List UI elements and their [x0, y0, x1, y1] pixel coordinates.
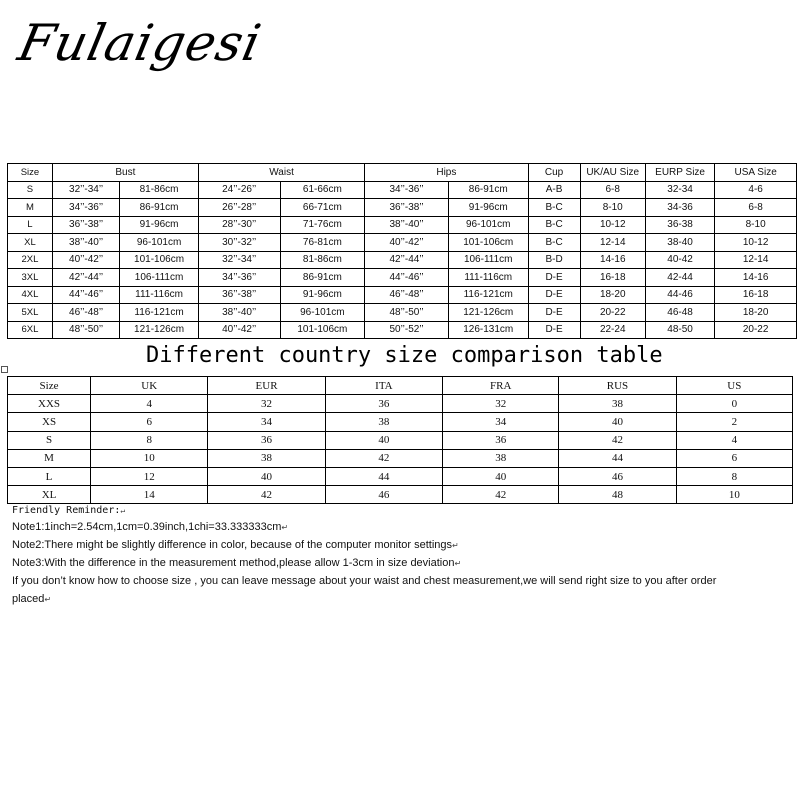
size-chart-cell: 101-106cm: [280, 321, 365, 339]
comparison-cell: 0: [676, 395, 792, 413]
size-chart-cell: M: [8, 199, 53, 217]
size-chart-cell: 42’’-44’’: [52, 269, 119, 287]
size-chart-cell: 18-20: [580, 286, 645, 304]
size-chart-cell: 36-38: [645, 216, 714, 234]
size-chart-cell: 3XL: [8, 269, 53, 287]
size-chart-cell: 14-16: [715, 269, 797, 287]
size-chart-cell: 121-126cm: [120, 321, 199, 339]
comparison-header-cell: Size: [8, 377, 91, 395]
size-chart-cell: 10-12: [715, 234, 797, 252]
size-chart-cell: 38-40: [645, 234, 714, 252]
size-chart-cell: 44’’-46’’: [365, 269, 449, 287]
comparison-row: [8, 431, 793, 449]
size-chart-cell: 96-101cm: [280, 304, 365, 322]
size-chart-cell: 32-34: [645, 181, 714, 199]
size-chart-cell: 81-86cm: [120, 181, 199, 199]
comparison-header: [8, 377, 793, 395]
size-chart-cell: 48’’-50’’: [52, 321, 119, 339]
size-chart-row: [8, 181, 797, 199]
header-usa-size: USA Size: [715, 164, 797, 182]
note-2: Note2:There might be slightly difference in color, because of the computer monitor settings↵: [12, 539, 459, 551]
size-chart-cell: 116-121cm: [120, 304, 199, 322]
size-chart-cell: 14-16: [580, 251, 645, 269]
size-chart-header: [8, 164, 797, 182]
size-chart-cell: 126-131cm: [448, 321, 528, 339]
size-chart-body: [8, 164, 797, 339]
size-chart-cell: 20-22: [715, 321, 797, 339]
size-chart-cell: 66-71cm: [280, 199, 365, 217]
comparison-cell: 36: [443, 431, 559, 449]
comparison-cell: XL: [8, 486, 91, 504]
comparison-row: [8, 486, 793, 504]
size-chart-cell: 40’’-42’’: [52, 251, 119, 269]
size-chart-cell: 38’’-40’’: [52, 234, 119, 252]
comparison-cell: 14: [91, 486, 208, 504]
size-chart-row: [8, 251, 797, 269]
size-chart-cell: 81-86cm: [280, 251, 365, 269]
size-chart-cell: 16-18: [580, 269, 645, 287]
size-chart-cell: 36’’-38’’: [198, 286, 280, 304]
size-chart-cell: 48’’-50’’: [365, 304, 449, 322]
comparison-header-cell: RUS: [559, 377, 676, 395]
size-chart-cell: 40-42: [645, 251, 714, 269]
size-chart-cell: 34’’-36’’: [198, 269, 280, 287]
size-chart-cell: D-E: [528, 304, 580, 322]
size-chart-cell: 38’’-40’’: [365, 216, 449, 234]
size-chart-cell: 86-91cm: [280, 269, 365, 287]
comparison-cell: 42: [559, 431, 676, 449]
size-chart-cell: 44-46: [645, 286, 714, 304]
size-chart-cell: 121-126cm: [448, 304, 528, 322]
size-chart-cell: 101-106cm: [448, 234, 528, 252]
comparison-cell: 38: [559, 395, 676, 413]
comparison-cell: 42: [208, 486, 325, 504]
comparison-cell: 42: [325, 449, 442, 467]
size-chart-cell: 34-36: [645, 199, 714, 217]
size-chart-row: [8, 286, 797, 304]
comparison-cell: 32: [208, 395, 325, 413]
size-chart-row: [8, 234, 797, 252]
brand-logo: Fulaigesi: [13, 14, 267, 72]
size-chart-cell: 22-24: [580, 321, 645, 339]
header-hips: Hips: [365, 164, 528, 182]
size-chart-cell: L: [8, 216, 53, 234]
size-chart-row: [8, 269, 797, 287]
comparison-cell: 38: [208, 449, 325, 467]
size-chart-cell: 106-111cm: [448, 251, 528, 269]
size-chart-cell: B-C: [528, 234, 580, 252]
size-chart-cell: 106-111cm: [120, 269, 199, 287]
note-4: If you don’t know how to choose size , you can leave message about your waist and chest measurement,we will send right size to you after order: [12, 575, 717, 587]
comparison-cell: 44: [559, 449, 676, 467]
size-chart-cell: 12-14: [580, 234, 645, 252]
header-bust: Bust: [52, 164, 198, 182]
size-chart-cell: 96-101cm: [120, 234, 199, 252]
size-chart-cell: S: [8, 181, 53, 199]
header-eurp-size: EURP Size: [645, 164, 714, 182]
size-chart-row: [8, 216, 797, 234]
comparison-cell: 44: [325, 467, 442, 485]
size-chart-cell: D-E: [528, 269, 580, 287]
comparison-cell: 48: [559, 486, 676, 504]
size-chart-cell: 42-44: [645, 269, 714, 287]
note-1: Note1:1inch=2.54cm,1cm=0.39inch,1chi=33.333333cm↵: [12, 521, 289, 533]
comparison-header-cell: EUR: [208, 377, 325, 395]
size-chart-cell: 101-106cm: [120, 251, 199, 269]
size-chart-cell: 16-18: [715, 286, 797, 304]
header-cup: Cup: [528, 164, 580, 182]
size-chart-cell: B-D: [528, 251, 580, 269]
comparison-title: Different country size comparison table: [146, 343, 663, 368]
comparison-header-cell: FRA: [443, 377, 559, 395]
comparison-cell: 12: [91, 467, 208, 485]
comparison-cell: 4: [91, 395, 208, 413]
note-3: Note3:With the difference in the measurement method,please allow 1-3cm in size deviation↵: [12, 557, 462, 569]
size-chart-cell: 91-96cm: [280, 286, 365, 304]
size-chart-cell: B-C: [528, 216, 580, 234]
size-chart-row: [8, 321, 797, 339]
size-chart-cell: 76-81cm: [280, 234, 365, 252]
size-chart-cell: 111-116cm: [448, 269, 528, 287]
comparison-cell: XXS: [8, 395, 91, 413]
comparison-cell: 2: [676, 413, 792, 431]
comparison-cell: 10: [676, 486, 792, 504]
comparison-cell: M: [8, 449, 91, 467]
size-chart-cell: D-E: [528, 286, 580, 304]
size-chart-cell: 42’’-44’’: [365, 251, 449, 269]
size-chart-cell: 26’’-28’’: [198, 199, 280, 217]
comparison-cell: 40: [559, 413, 676, 431]
table-anchor-icon: [1, 366, 8, 373]
comparison-cell: 40: [443, 467, 559, 485]
comparison-cell: 8: [91, 431, 208, 449]
comparison-header-cell: UK: [91, 377, 208, 395]
size-chart-cell: A-B: [528, 181, 580, 199]
size-chart-cell: 40’’-42’’: [198, 321, 280, 339]
header-waist: Waist: [198, 164, 364, 182]
size-chart-cell: 40’’-42’’: [365, 234, 449, 252]
size-chart-cell: 4-6: [715, 181, 797, 199]
comparison-header-cell: ITA: [325, 377, 442, 395]
size-chart-cell: 12-14: [715, 251, 797, 269]
size-chart-cell: 91-96cm: [448, 199, 528, 217]
comparison-row: [8, 449, 793, 467]
size-chart-cell: 20-22: [580, 304, 645, 322]
size-chart-cell: 6-8: [715, 199, 797, 217]
comparison-row: [8, 413, 793, 431]
size-chart-cell: 86-91cm: [120, 199, 199, 217]
note-5: placed↵: [12, 593, 52, 605]
size-chart-cell: 10-12: [580, 216, 645, 234]
comparison-cell: 36: [325, 395, 442, 413]
comparison-cell: 38: [443, 449, 559, 467]
size-chart-cell: 50’’-52’’: [365, 321, 449, 339]
comparison-cell: S: [8, 431, 91, 449]
comparison-cell: 46: [559, 467, 676, 485]
size-chart-cell: 8-10: [580, 199, 645, 217]
size-chart-cell: 36’’-38’’: [365, 199, 449, 217]
comparison-cell: 38: [325, 413, 442, 431]
comparison-cell: 32: [443, 395, 559, 413]
size-chart-row: [8, 199, 797, 217]
size-chart-cell: 96-101cm: [448, 216, 528, 234]
size-chart-cell: 38’’-40’’: [198, 304, 280, 322]
size-chart-cell: XL: [8, 234, 53, 252]
size-chart-cell: 61-66cm: [280, 181, 365, 199]
size-chart-cell: 4XL: [8, 286, 53, 304]
comparison-cell: 4: [676, 431, 792, 449]
size-chart-cell: 44’’-46’’: [52, 286, 119, 304]
size-chart-cell: 30’’-32’’: [198, 234, 280, 252]
friendly-reminder: Friendly Reminder:↵: [12, 505, 126, 516]
size-chart-cell: 6-8: [580, 181, 645, 199]
comparison-cell: XS: [8, 413, 91, 431]
size-chart-cell: 34’’-36’’: [52, 199, 119, 217]
header-uk-au-size: UK/AU Size: [580, 164, 645, 182]
comparison-cell: 8: [676, 467, 792, 485]
size-chart-cell: 18-20: [715, 304, 797, 322]
comparison-cell: 6: [676, 449, 792, 467]
header-size: Size: [8, 164, 53, 182]
size-chart-cell: 5XL: [8, 304, 53, 322]
size-chart-cell: 91-96cm: [120, 216, 199, 234]
comparison-cell: 36: [208, 431, 325, 449]
size-chart-table: [7, 163, 797, 339]
size-chart-cell: 28’’-30’’: [198, 216, 280, 234]
size-chart-cell: 116-121cm: [448, 286, 528, 304]
comparison-cell: 40: [325, 431, 442, 449]
size-chart-cell: B-C: [528, 199, 580, 217]
comparison-cell: 10: [91, 449, 208, 467]
size-chart-cell: 34’’-36’’: [365, 181, 449, 199]
size-chart-cell: 48-50: [645, 321, 714, 339]
comparison-cell: 40: [208, 467, 325, 485]
comparison-cell: L: [8, 467, 91, 485]
size-chart-cell: 36’’-38’’: [52, 216, 119, 234]
comparison-cell: 46: [325, 486, 442, 504]
size-chart-cell: 46-48: [645, 304, 714, 322]
comparison-cell: 6: [91, 413, 208, 431]
comparison-cell: 34: [208, 413, 325, 431]
comparison-cell: 42: [443, 486, 559, 504]
size-chart-cell: 111-116cm: [120, 286, 199, 304]
size-chart-cell: 32’’-34’’: [198, 251, 280, 269]
size-chart-cell: 46’’-48’’: [365, 286, 449, 304]
comparison-body: [8, 377, 793, 504]
comparison-row: [8, 467, 793, 485]
size-chart-cell: 2XL: [8, 251, 53, 269]
comparison-row: [8, 395, 793, 413]
size-chart-row: [8, 304, 797, 322]
size-chart-cell: 86-91cm: [448, 181, 528, 199]
country-comparison-table: [7, 376, 793, 504]
size-chart-cell: D-E: [528, 321, 580, 339]
size-chart-cell: 6XL: [8, 321, 53, 339]
size-chart-cell: 8-10: [715, 216, 797, 234]
size-chart-cell: 71-76cm: [280, 216, 365, 234]
size-chart-cell: 24’’-26’’: [198, 181, 280, 199]
comparison-header-cell: US: [676, 377, 792, 395]
size-chart-cell: 32’’-34’’: [52, 181, 119, 199]
comparison-cell: 34: [443, 413, 559, 431]
size-chart-cell: 46’’-48’’: [52, 304, 119, 322]
